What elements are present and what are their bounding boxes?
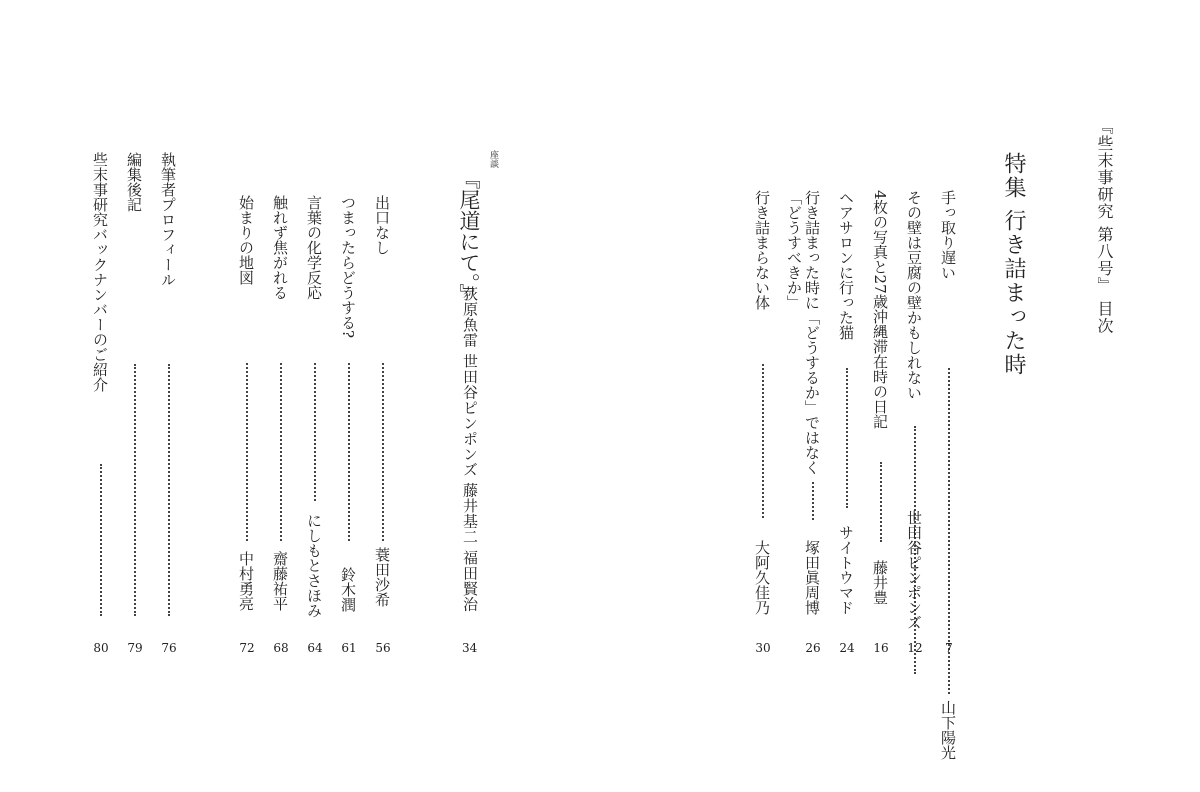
entry-title: つまったらどうする?	[339, 195, 357, 339]
toc-entry[interactable]	[126, 152, 144, 662]
entry-page-number: 68	[273, 641, 289, 655]
leader-dots	[348, 363, 350, 541]
zadan-participants: 荻原魚雷 世田谷ピンポンズ 藤井基二 福田賢治	[461, 286, 479, 612]
toc-entry[interactable]	[160, 152, 178, 662]
entry-page-number: 56	[375, 641, 391, 655]
entry-title: 4枚の写真と27歳沖縄滞在時の日記	[871, 190, 889, 429]
entry-title: 執筆者プロフィール	[159, 152, 177, 287]
toc-entry[interactable]	[939, 190, 958, 760]
leader-dots	[134, 364, 136, 616]
entry-author: にしもとさほみ	[305, 513, 323, 618]
leader-dots	[812, 482, 814, 520]
toc-entry[interactable]	[374, 195, 392, 665]
leader-dots	[100, 464, 102, 616]
entry-page-number: 79	[127, 641, 143, 655]
entry-title: ヘアサロンに行った猫	[837, 190, 855, 340]
entry-author: サイトウマド	[837, 525, 855, 615]
entry-page-number: 64	[307, 641, 323, 655]
entry-author: 中村勇亮	[237, 551, 255, 611]
entry-author: 蓑田沙希	[373, 547, 391, 607]
toc-entry[interactable]	[306, 195, 324, 665]
entry-page-number: 24	[839, 641, 855, 655]
leader-dots	[168, 364, 170, 616]
leader-dots	[880, 462, 882, 542]
leader-dots	[382, 363, 384, 541]
entry-page-number: 72	[239, 641, 255, 655]
entry-author: 鈴木潤	[339, 567, 357, 612]
zadan-page-number: 34	[462, 641, 478, 655]
entry-title: その壁は豆腐の壁かもしれない	[905, 190, 923, 400]
toc-entry[interactable]	[872, 190, 890, 660]
entry-title: 行き詰まった時に「どうするか」ではなく	[803, 190, 821, 475]
toc-entry[interactable]	[838, 190, 856, 660]
entry-title-line2: 「どうすべきか」	[785, 190, 803, 310]
entry-page-number: 61	[341, 641, 357, 655]
entry-author: 大阿久佳乃	[753, 540, 771, 615]
leader-dots	[280, 363, 282, 541]
entry-page-number: 30	[755, 641, 771, 655]
entry-title: 触れず焦がれる	[271, 195, 289, 300]
entry-author: 山下陽光	[939, 700, 957, 760]
leader-dots	[246, 363, 248, 541]
toc-entry[interactable]	[238, 195, 256, 665]
entry-title: 出口なし	[373, 195, 391, 255]
entry-page-number: 16	[873, 641, 889, 655]
entry-title: 編集後記	[125, 152, 143, 212]
leader-dots	[314, 363, 316, 501]
entry-author: 世田谷ピンポンズ	[905, 510, 923, 630]
entry-page-number: 12	[907, 641, 923, 655]
entry-title: 行き詰まらない体	[753, 190, 771, 310]
entry-author: 齋藤祐平	[271, 551, 289, 611]
entry-page-number: 80	[93, 641, 109, 655]
entry-page-number: 26	[805, 641, 821, 655]
toc-entry[interactable]	[340, 195, 358, 665]
toc-entry[interactable]	[272, 195, 290, 665]
entry-title: 些末事研究バックナンバーのご紹介	[91, 152, 109, 392]
feature-heading: 特集 行き詰まった時	[1001, 152, 1026, 377]
entry-title: 手っ取り遅い	[939, 190, 957, 280]
toc-header-title: 『些末事研究 第八号』 目次	[1095, 118, 1114, 335]
entry-title: 言葉の化学反応	[305, 195, 323, 300]
zadan-title[interactable]: 『尾道にて。』	[457, 168, 481, 305]
toc-entry[interactable]	[906, 190, 924, 660]
toc-entry[interactable]	[92, 152, 110, 662]
zadan-label: 座談	[488, 150, 498, 168]
leader-dots	[762, 364, 764, 518]
entry-page-number: 76	[161, 641, 177, 655]
entry-page-number: 7	[945, 641, 953, 655]
entry-author: 塚田眞周博	[803, 540, 821, 615]
toc-entry[interactable]	[754, 190, 772, 660]
leader-dots	[846, 368, 848, 508]
entry-title: 始まりの地図	[237, 195, 255, 285]
entry-author: 藤井豊	[871, 560, 889, 605]
